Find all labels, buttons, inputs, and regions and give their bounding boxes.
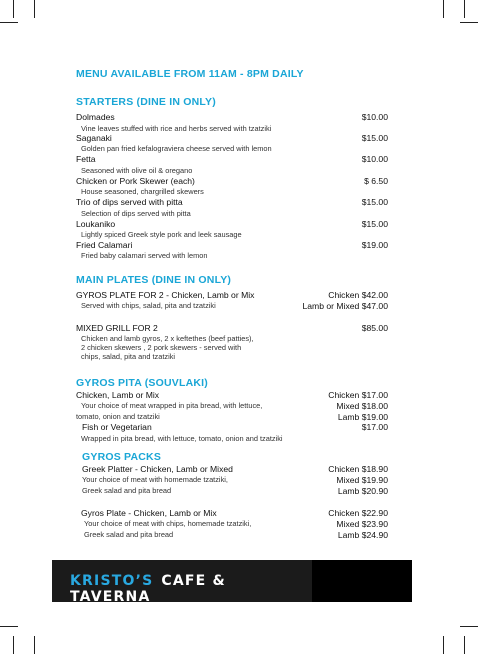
mains-heading: MAIN PLATES (DINE IN ONLY)	[76, 274, 232, 286]
item-description: Your choice of meat wrapped in pita bread, with lettuce,	[81, 401, 263, 410]
menu-item	[76, 390, 388, 400]
item-name: MIXED GRILL FOR 2	[76, 323, 158, 333]
item-description: House seasoned, chargrilled skewers	[81, 187, 204, 196]
item-name: Loukaniko	[76, 219, 116, 229]
item-price: Chicken $42.00	[328, 290, 388, 300]
item-price: $17.00	[361, 422, 388, 432]
item-description: Your choice of meat with homemade tzatziki,	[82, 475, 228, 484]
crop-mark	[0, 22, 18, 23]
item-price: $15.00	[361, 219, 388, 229]
item-description: chips, salad, pita and tzatziki	[81, 352, 176, 361]
menu-item	[82, 464, 388, 474]
item-description: Chicken and lamb gyros, 2 x keftethes (beef patties),	[81, 334, 254, 343]
item-description: Seasoned with olive oil & oregano	[81, 166, 193, 175]
item-price: Chicken $22.90	[328, 508, 388, 518]
footer-dark-panel	[312, 560, 412, 602]
item-name: Fetta	[76, 154, 96, 164]
item-name: Fried Calamari	[76, 240, 133, 250]
item-description: Greek salad and pita bread	[84, 530, 174, 539]
item-price: $10.00	[361, 154, 388, 164]
item-description: Golden pan fried kefalograviera cheese served with lemon	[81, 144, 272, 153]
crop-mark	[464, 636, 465, 654]
item-price: $ 6.50	[364, 176, 388, 186]
item-price: Mixed $19.90	[336, 475, 388, 485]
item-name: Saganaki	[76, 133, 112, 143]
item-name: Chicken, Lamb or Mix	[76, 390, 160, 400]
item-description: Your choice of meat with chips, homemade tzatziki,	[84, 519, 252, 528]
crop-mark	[443, 636, 444, 654]
starters-heading: STARTERS (DINE IN ONLY)	[76, 96, 216, 108]
menu-item	[76, 176, 388, 186]
crop-mark	[443, 0, 444, 18]
menu-item	[76, 112, 388, 122]
item-name: Dolmades	[76, 112, 115, 122]
item-price: Chicken $18.90	[328, 464, 388, 474]
crop-mark	[34, 0, 35, 18]
brand-name: KRISTO’S	[70, 573, 154, 589]
item-description: Served with chips, salad, pita and tzatziki	[81, 301, 216, 310]
menu-item	[76, 290, 388, 300]
item-price: Mixed $23.90	[336, 519, 388, 529]
item-description: Lightly spiced Greek style pork and leek sausage	[81, 230, 242, 239]
brand-footer	[52, 560, 312, 605]
menu-title: MENU AVAILABLE FROM 11AM - 8PM DAILY	[76, 68, 304, 80]
item-name: Chicken or Pork Skewer (each)	[76, 176, 195, 186]
item-price: Lamb or Mixed $47.00	[302, 301, 388, 311]
item-name: Trio of dips served with pitta	[76, 197, 183, 207]
crop-mark	[460, 22, 478, 23]
item-description: Wrapped in pita bread, with lettuce, tomato, onion and tzatziki	[81, 434, 283, 443]
menu-item	[82, 422, 388, 432]
item-description: Selection of dips served with pitta	[81, 209, 191, 218]
menu-item	[76, 323, 388, 333]
item-name: Gyros Plate - Chicken, Lamb or Mix	[81, 508, 217, 518]
menu-page	[52, 44, 412, 604]
item-description: Fried baby calamari served with lemon	[81, 251, 208, 260]
menu-item	[76, 219, 388, 229]
item-price: $19.00	[361, 240, 388, 250]
item-description: tomato, onion and tzatziki	[76, 412, 160, 421]
item-price: Lamb $24.90	[337, 530, 388, 540]
item-price: Chicken $17.00	[328, 390, 388, 400]
menu-item	[76, 154, 388, 164]
crop-mark	[13, 636, 14, 654]
item-description: 2 chicken skewers , 2 pork skewers - served with	[81, 343, 242, 352]
item-name: GYROS PLATE FOR 2 - Chicken, Lamb or Mix	[76, 290, 255, 300]
item-name: Greek Platter - Chicken, Lamb or Mixed	[82, 464, 233, 474]
item-description: Vine leaves stuffed with rice and herbs served with tzatziki	[81, 124, 272, 133]
crop-mark	[34, 636, 35, 654]
crop-mark	[0, 626, 18, 627]
crop-mark	[460, 626, 478, 627]
gyros-packs-heading: GYROS PACKS	[82, 451, 162, 463]
item-price: $15.00	[361, 133, 388, 143]
menu-item	[76, 133, 388, 143]
item-price: $15.00	[361, 197, 388, 207]
menu-item	[81, 508, 388, 518]
item-price: Lamb $20.90	[337, 486, 388, 496]
item-description: Greek salad and pita bread	[82, 486, 172, 495]
crop-mark	[13, 0, 14, 18]
gyros-pita-heading: GYROS PITA (SOUVLAKI)	[76, 377, 208, 389]
item-name: Fish or Vegetarian	[82, 422, 152, 432]
item-price: Lamb $19.00	[337, 412, 388, 422]
menu-item	[76, 240, 388, 250]
brand-tagline: CAFE & TAVERNA	[70, 573, 226, 605]
item-price: $10.00	[361, 112, 388, 122]
menu-item	[76, 197, 388, 207]
brand-logo	[70, 573, 312, 605]
crop-mark	[464, 0, 465, 18]
item-price: Mixed $18.00	[336, 401, 388, 411]
item-price: $85.00	[361, 323, 388, 333]
